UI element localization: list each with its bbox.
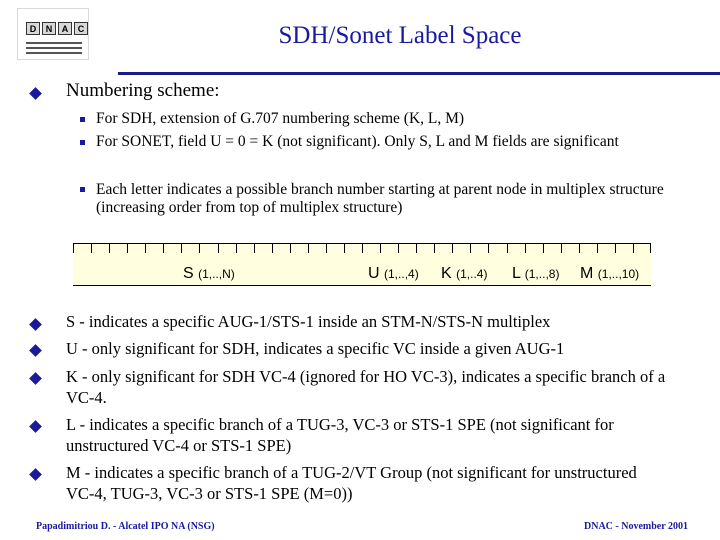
ruler-tick (127, 244, 128, 253)
diamond-bullet-icon (29, 468, 42, 481)
sub-item: For SDH, extension of G.707 numbering scheme (K, L, M) (96, 110, 465, 127)
ruler-tick (398, 244, 399, 253)
bullet-item: S - indicates a specific AUG-1/STS-1 inside an STM-N/STS-N multiplex (66, 312, 551, 331)
logo-letter: D (26, 22, 40, 35)
ruler-tick (452, 244, 453, 253)
ruler-tick (488, 244, 489, 253)
footer-date: DNAC - November 2001 (584, 521, 688, 532)
square-bullet-icon (80, 117, 85, 122)
field-m: M (1,..,10) (580, 265, 640, 282)
sub-item: Each letter indicates a possible branch number starting at parent node in multiplex structure (increasing order from top of multiplex structure) (96, 181, 664, 216)
field-s: S (1,..,N) (183, 265, 235, 282)
sub-item: For SONET, field U = 0 = K (not significant). Only S, L and M fields are significant (96, 133, 619, 150)
ruler-tick (181, 244, 182, 253)
ruler-tick (344, 244, 345, 253)
diamond-bullet-icon (29, 87, 42, 100)
ruler-tick (236, 244, 237, 253)
bullet-item: K - only significant for SDH VC-4 (ignored for HO VC-3), indicates a specific branch of a VC-4. (66, 367, 666, 407)
logo-tagline (26, 42, 82, 57)
logo-letter: N (42, 22, 56, 35)
ruler-tick (597, 244, 598, 253)
ruler-tick (254, 244, 255, 253)
bullet-item: U - only significant for SDH, indicates a specific VC inside a given AUG-1 (66, 339, 565, 358)
ruler-tick (561, 244, 562, 253)
ruler-tick (145, 244, 146, 253)
ruler-tick (650, 244, 651, 253)
field-k: K (1,..4) (441, 265, 488, 282)
diamond-bullet-icon (29, 372, 42, 385)
ruler-tick (218, 244, 219, 253)
ruler-tick (525, 244, 526, 253)
ruler-tick (73, 244, 74, 253)
footer-author: Papadimitriou D. - Alcatel IPO NA (NSG) (36, 521, 215, 532)
ruler-tick (579, 244, 580, 253)
ruler-tick (308, 244, 309, 253)
ruler-tick (290, 244, 291, 253)
square-bullet-icon (80, 187, 85, 192)
ruler-tick (633, 244, 634, 253)
ruler-tick (507, 244, 508, 253)
logo-letters (26, 22, 90, 35)
ruler-tick (109, 244, 110, 253)
ruler-tick (434, 244, 435, 253)
ruler-tick (362, 244, 363, 253)
diamond-bullet-icon (29, 318, 42, 331)
ruler-tick (416, 244, 417, 253)
slide-title: SDH/Sonet Label Space (278, 22, 522, 49)
ruler-tick (380, 244, 381, 253)
dnac-logo (17, 8, 89, 60)
logo-letter: A (58, 22, 72, 35)
ruler-ticks (73, 244, 651, 254)
square-bullet-icon (80, 140, 85, 145)
diamond-bullet-icon (29, 420, 42, 433)
ruler-tick (272, 244, 273, 253)
ruler-tick (326, 244, 327, 253)
ruler-tick (615, 244, 616, 253)
ruler-tick (543, 244, 544, 253)
section-heading: Numbering scheme: (66, 80, 220, 101)
bullet-item: L - indicates a specific branch of a TUG-3, VC-3 or STS-1 SPE (not significant for unstructured VC-4 or STS-1 SPE) (66, 415, 614, 455)
field-u: U (1,..,4) (368, 265, 419, 282)
ruler-tick (91, 244, 92, 253)
field-l: L (1,..,8) (512, 265, 560, 282)
ruler-tick (163, 244, 164, 253)
ruler-tick (199, 244, 200, 253)
logo-letter: C (74, 22, 88, 35)
title-rule (118, 72, 720, 75)
ruler-tick (470, 244, 471, 253)
label-ruler (73, 243, 651, 286)
diamond-bullet-icon (29, 344, 42, 357)
bullet-item: M - indicates a specific branch of a TUG-2/VT Group (not significant for unstructured VC-4, TUG-3, VC-3 or STS-1 SPE (M=0)) (66, 463, 637, 503)
